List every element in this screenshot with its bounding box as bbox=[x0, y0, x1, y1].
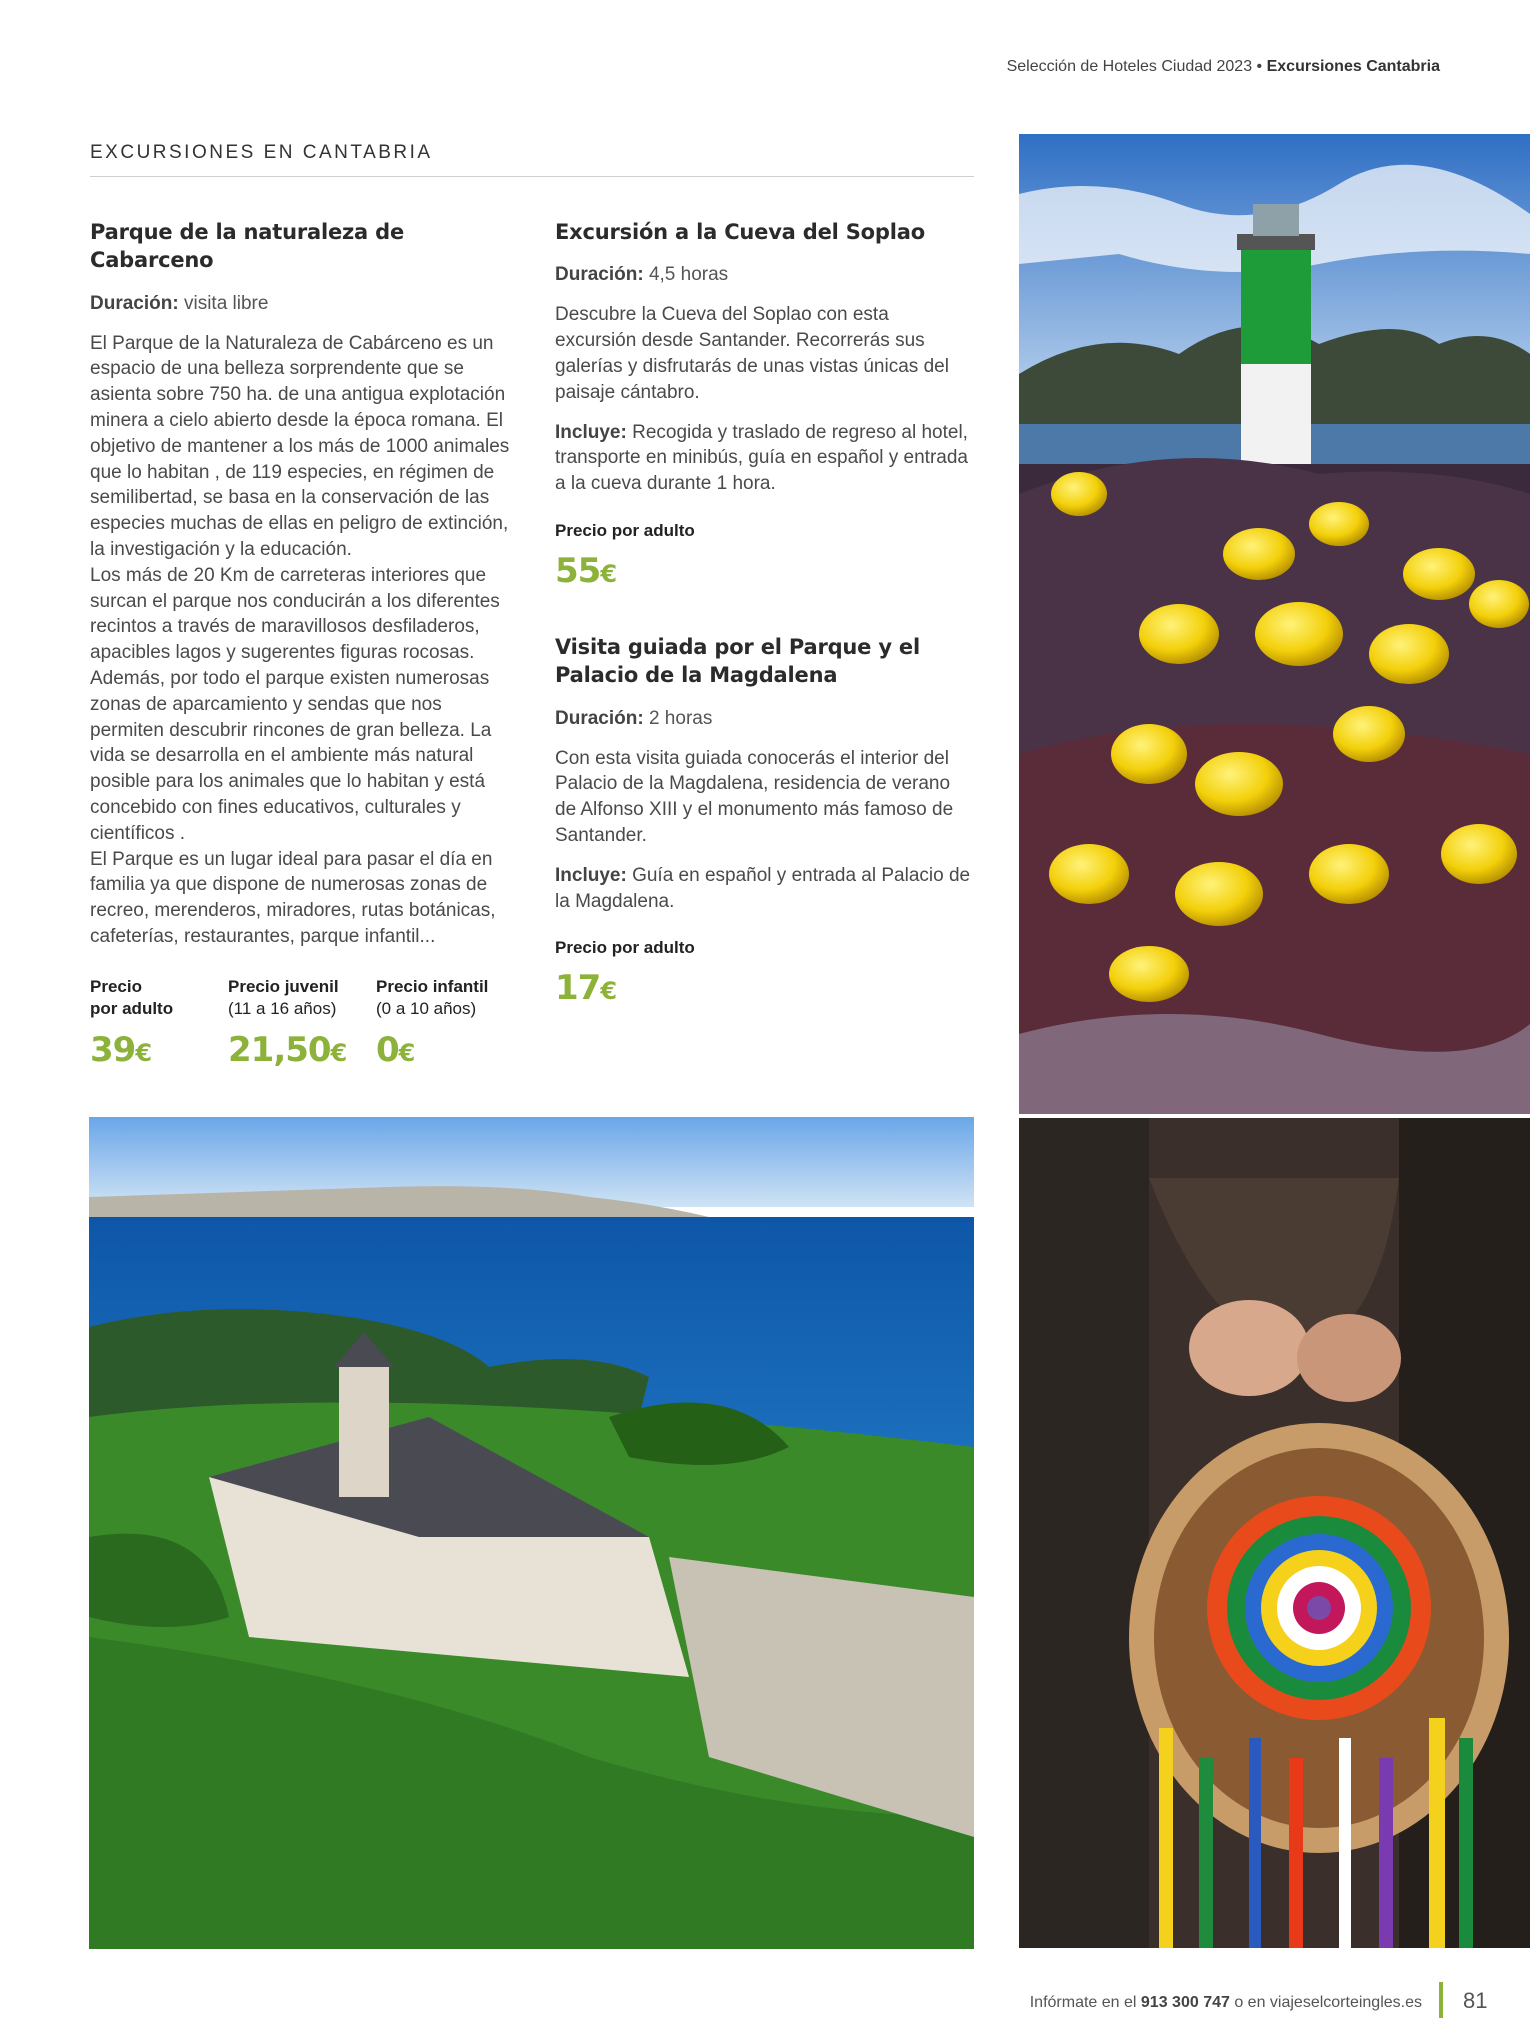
magdalena-description: Con esta visita guiada conocerás el interior del Palacio de la Magdalena, residencia de verano de Alfonso XIII y el monumento más famoso de Santander. bbox=[555, 747, 954, 846]
excursions-column bbox=[555, 218, 975, 1008]
footer-divider bbox=[1439, 1982, 1443, 2018]
price-amount: 39€ bbox=[90, 1029, 152, 1070]
duration-label: Duración: bbox=[555, 264, 644, 286]
price-sublabel: por adulto bbox=[90, 998, 174, 1018]
soplao-price: 55€ bbox=[555, 550, 617, 591]
price-label: Precio bbox=[90, 976, 142, 996]
header-prefix: Selección de Hoteles Ciudad 2023 • bbox=[1006, 58, 1267, 75]
cabarceno-para-1: El Parque de la Naturaleza de Cabárceno es un espacio de una belleza sorprendente que se asienta sobre 750 ha. de una antigua explotación minera a cielo abierto desde la época romana. El objetivo de mantener a los más de 1000 animales que lo habitan , de 119 especies, en régimen de semilibertad, se basa en la conservación de las especies muchas de ellas en peligro de extinción, la investigación y la educación. bbox=[90, 332, 510, 561]
magdalena-price-label: Precio por adulto bbox=[555, 938, 695, 958]
cabarceno-duration bbox=[90, 293, 520, 315]
cabarceno-column bbox=[90, 218, 520, 1070]
magdalena-palace-photo bbox=[89, 1117, 974, 1949]
ribbons-photo bbox=[1019, 1118, 1530, 1948]
price-adult bbox=[90, 976, 228, 1070]
price-amount: 21,50€ bbox=[228, 1029, 347, 1070]
duration-label: Duración: bbox=[90, 292, 179, 314]
soplao-description: Descubre la Cueva del Soplao con esta excursión desde Santander. Recorrerás sus galerías y disfrutarás de unas vistas únicas del paisaje cántabro. bbox=[555, 304, 949, 403]
duration-label: Duración: bbox=[555, 707, 644, 729]
cabarceno-title: Parque de la naturaleza de Cabarceno bbox=[90, 220, 405, 273]
soplao-title: Excursión a la Cueva del Soplao bbox=[555, 220, 925, 244]
page-header bbox=[1007, 58, 1440, 76]
duration-value: 4,5 horas bbox=[643, 264, 729, 286]
magdalena-price: 17€ bbox=[555, 968, 617, 1009]
magdalena-includes: Incluye: Guía en español y entrada al Palacio de la Magdalena. bbox=[555, 864, 971, 912]
cabarceno-para-2: Los más de 20 Km de carreteras interiores que surcan el parque nos conducirán a los diferentes recintos a través de maravillosos desfiladeros, apacibles lagos y sugerentes figuras rocosas. Además, por todo el parque existen numerosas zonas de aparcamiento y sendas que nos permiten descubrir rincones de gran belleza. La vida se desarrolla en el ambiente más natural posible para los animales que lo habitan y está concebido con fines educativos, culturales y científicos . bbox=[90, 564, 500, 844]
price-sublabel: (11 a 16 años) bbox=[228, 998, 337, 1018]
price-label: Precio juvenil bbox=[228, 976, 339, 996]
footer-prefix: Infórmate en el bbox=[1029, 1994, 1141, 2011]
price-youth bbox=[228, 976, 376, 1070]
magdalena-title: Visita guiada por el Parque y el Palacio de la Magdalena bbox=[555, 634, 920, 688]
soplao-includes: Incluye: Recogida y traslado de regreso al hotel, transporte en minibús, guía en español y entrada a la cueva durante 1 hora. bbox=[555, 421, 968, 495]
magdalena-duration bbox=[555, 708, 975, 730]
cabarceno-para-3: El Parque es un lugar ideal para pasar el día en familia ya que dispone de numerosas zonas de recreo, merenderos, miradores, rutas botánicas, cafeterías, restaurantes, parque infantil... bbox=[90, 848, 496, 948]
cabarceno-prices bbox=[90, 976, 520, 1070]
footer-phone: 913 300 747 bbox=[1140, 1994, 1230, 2011]
duration-value: 2 horas bbox=[643, 707, 713, 729]
duration-value: visita libre bbox=[178, 292, 269, 314]
soplao-duration bbox=[555, 264, 975, 286]
page-footer bbox=[1030, 1994, 1422, 2012]
footer-suffix: o en viajeselcorteingles.es bbox=[1229, 1994, 1422, 2011]
lighthouse-nets-photo bbox=[1019, 134, 1530, 1114]
page-number: 81 bbox=[1463, 1988, 1488, 2013]
soplao-price-label: Precio por adulto bbox=[555, 520, 695, 540]
price-amount: 0€ bbox=[376, 1029, 415, 1070]
price-child bbox=[376, 976, 516, 1070]
section-title: EXCURSIONES EN CANTABRIA bbox=[90, 142, 974, 177]
header-section: Excursiones Cantabria bbox=[1266, 58, 1440, 75]
price-label: Precio infantil bbox=[376, 976, 489, 996]
price-sublabel: (0 a 10 años) bbox=[376, 998, 477, 1018]
